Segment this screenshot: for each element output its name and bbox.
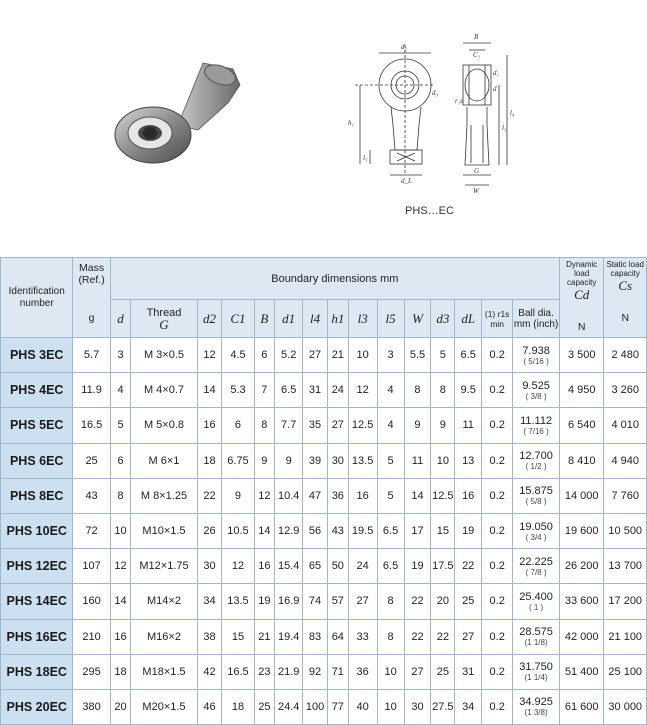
ball-diameter: 31.750 — [519, 661, 553, 674]
cell-d3: 5 — [431, 338, 455, 373]
cell-h1: 77 — [327, 689, 348, 724]
cell-l4: 100 — [303, 689, 328, 724]
cell-l4: 39 — [303, 443, 328, 478]
cell-l5: 8 — [377, 584, 404, 619]
cell-w: 9 — [404, 408, 431, 443]
cell-cs: 3 260 — [604, 373, 647, 408]
header-boundary-dimensions: Boundary dimensions mm — [110, 258, 559, 300]
cell-d: 3 — [110, 338, 131, 373]
cell-r: 0.2 — [482, 443, 513, 478]
cell-l4: 35 — [303, 408, 328, 443]
svg-text:d₃: d₃ — [432, 89, 438, 97]
cell-w: 5.5 — [404, 338, 431, 373]
cell-l5: 10 — [377, 654, 404, 689]
ball-inch: ( 7/16 ) — [523, 426, 549, 436]
header-w: W — [404, 300, 431, 338]
cell-w: 17 — [404, 513, 431, 548]
header-d1: d1 — [275, 300, 303, 338]
svg-text:l₃: l₃ — [502, 124, 507, 132]
cell-mass: 16.5 — [73, 408, 110, 443]
cell-r: 0.2 — [482, 584, 513, 619]
ball-inch: (1 1/4) — [524, 673, 548, 683]
cell-mass: 380 — [73, 689, 110, 724]
cell-l3: 36 — [348, 654, 377, 689]
cell-d3: 17.5 — [431, 549, 455, 584]
cell-l4: 83 — [303, 619, 328, 654]
cell-b: 14 — [254, 513, 275, 548]
cell-id: PHS 10EC — [1, 513, 73, 548]
cell-mass: 5.7 — [73, 338, 110, 373]
cell-thread: M 4×0.7 — [131, 373, 197, 408]
cell-w: 30 — [404, 689, 431, 724]
cell-ball — [513, 513, 560, 548]
cell-cd: 8 410 — [559, 443, 604, 478]
cell-d1: 15.4 — [275, 549, 303, 584]
table-row — [1, 513, 647, 548]
cell-l5: 3 — [377, 338, 404, 373]
cell-b: 23 — [254, 654, 275, 689]
cell-d: 4 — [110, 373, 131, 408]
technical-drawing — [335, 25, 535, 205]
cell-l4: 74 — [303, 584, 328, 619]
svg-text:d₁: d₁ — [493, 69, 499, 77]
cell-l3: 24 — [348, 549, 377, 584]
cell-d2: 18 — [197, 443, 222, 478]
header-thread: Thread G — [131, 300, 197, 338]
header-b: B — [254, 300, 275, 338]
header-d2: d2 — [197, 300, 222, 338]
cell-ball — [513, 443, 560, 478]
cell-d2: 26 — [197, 513, 222, 548]
svg-text:r₁s: r₁s — [455, 97, 463, 105]
cell-r: 0.2 — [482, 689, 513, 724]
table-row — [1, 478, 647, 513]
cell-l3: 33 — [348, 619, 377, 654]
cell-h1: 43 — [327, 513, 348, 548]
cell-r: 0.2 — [482, 408, 513, 443]
cell-cd: 19 600 — [559, 513, 604, 548]
figure-area — [0, 0, 647, 255]
cell-r: 0.2 — [482, 478, 513, 513]
cell-ball — [513, 373, 560, 408]
header-d: d — [110, 300, 131, 338]
ball-diameter: 9.525 — [522, 379, 550, 392]
cell-l5: 6.5 — [377, 513, 404, 548]
cell-id: PHS 8EC — [1, 478, 73, 513]
cell-dl: 6.5 — [455, 338, 482, 373]
cell-id: PHS 18EC — [1, 654, 73, 689]
cell-cs: 30 000 — [604, 689, 647, 724]
cell-w: 27 — [404, 654, 431, 689]
header-h1: h1 — [327, 300, 348, 338]
cell-l3: 12.5 — [348, 408, 377, 443]
cell-c1: 6 — [222, 408, 254, 443]
cell-d: 8 — [110, 478, 131, 513]
svg-text:C₁: C₁ — [473, 51, 481, 59]
ball-diameter: 12.700 — [519, 450, 553, 463]
table-row — [1, 584, 647, 619]
table-row — [1, 408, 647, 443]
header-static-load: Static load capacity Cs N — [604, 258, 647, 338]
cell-d2: 22 — [197, 478, 222, 513]
header-dl: dL — [455, 300, 482, 338]
header-dynamic-load: Dynamic load capacity Cd N — [559, 258, 604, 338]
cell-id: PHS 12EC — [1, 549, 73, 584]
header-l5: l5 — [377, 300, 404, 338]
cell-cd: 26 200 — [559, 549, 604, 584]
svg-text:d_L: d_L — [401, 177, 412, 185]
cell-l3: 10 — [348, 338, 377, 373]
cell-d2: 46 — [197, 689, 222, 724]
cell-c1: 15 — [222, 619, 254, 654]
cell-l3: 19.5 — [348, 513, 377, 548]
cell-mass: 210 — [73, 619, 110, 654]
cell-d2: 34 — [197, 584, 222, 619]
svg-text:W: W — [473, 187, 479, 195]
cell-l5: 4 — [377, 373, 404, 408]
cell-dl: 11 — [455, 408, 482, 443]
cell-thread: M12×1.75 — [131, 549, 197, 584]
cell-cd: 6 540 — [559, 408, 604, 443]
cell-ball — [513, 654, 560, 689]
svg-text:h₁: h₁ — [348, 119, 354, 127]
cell-d1: 9 — [275, 443, 303, 478]
cell-d1: 16.9 — [275, 584, 303, 619]
cell-id: PHS 4EC — [1, 373, 73, 408]
ball-diameter: 34.925 — [519, 696, 553, 709]
cell-cs: 21 100 — [604, 619, 647, 654]
cell-r: 0.2 — [482, 338, 513, 373]
ball-diameter: 19.050 — [519, 520, 553, 533]
cell-d1: 7.7 — [275, 408, 303, 443]
ball-inch: ( 5/8 ) — [525, 497, 547, 507]
cell-dl: 34 — [455, 689, 482, 724]
ball-diameter: 15.875 — [519, 485, 553, 498]
cell-d1: 6.5 — [275, 373, 303, 408]
cell-r: 0.2 — [482, 373, 513, 408]
cell-dl: 31 — [455, 654, 482, 689]
cell-thread: M 6×1 — [131, 443, 197, 478]
svg-text:l₅: l₅ — [363, 154, 368, 162]
svg-text:B: B — [474, 33, 479, 41]
cell-b: 9 — [254, 443, 275, 478]
cell-d2: 14 — [197, 373, 222, 408]
cell-thread: M16×2 — [131, 619, 197, 654]
cell-l5: 4 — [377, 408, 404, 443]
cell-cd: 33 600 — [559, 584, 604, 619]
cell-h1: 30 — [327, 443, 348, 478]
cell-d: 16 — [110, 619, 131, 654]
cell-l5: 8 — [377, 619, 404, 654]
cell-d3: 25 — [431, 654, 455, 689]
cell-ball — [513, 408, 560, 443]
cell-c1: 10.5 — [222, 513, 254, 548]
cell-d1: 19.4 — [275, 619, 303, 654]
cell-d3: 20 — [431, 584, 455, 619]
cell-mass: 107 — [73, 549, 110, 584]
cell-thread: M 5×0.8 — [131, 408, 197, 443]
cell-h1: 21 — [327, 338, 348, 373]
cell-thread: M18×1.5 — [131, 654, 197, 689]
cell-c1: 4.5 — [222, 338, 254, 373]
cell-b: 7 — [254, 373, 275, 408]
cell-l5: 10 — [377, 689, 404, 724]
cell-l4: 47 — [303, 478, 328, 513]
ball-inch: ( 1 ) — [528, 602, 544, 612]
cell-d3: 8 — [431, 373, 455, 408]
header-d3: d3 — [431, 300, 455, 338]
cell-d3: 10 — [431, 443, 455, 478]
table-row — [1, 443, 647, 478]
cell-cd: 3 500 — [559, 338, 604, 373]
cell-ball — [513, 478, 560, 513]
cell-l3: 16 — [348, 478, 377, 513]
cell-l5: 5 — [377, 443, 404, 478]
cell-id: PHS 20EC — [1, 689, 73, 724]
cell-r: 0.2 — [482, 513, 513, 548]
cell-d1: 21.9 — [275, 654, 303, 689]
ball-inch: ( 1/2 ) — [525, 462, 547, 472]
header-ball: Ball dia. mm (inch) — [513, 300, 560, 338]
header-l3: l3 — [348, 300, 377, 338]
cell-h1: 57 — [327, 584, 348, 619]
ball-diameter: 7.938 — [522, 344, 550, 357]
cell-d: 10 — [110, 513, 131, 548]
cell-mass: 43 — [73, 478, 110, 513]
cell-mass: 160 — [73, 584, 110, 619]
header-identification: Identification number — [1, 258, 73, 338]
cell-r: 0.2 — [482, 549, 513, 584]
svg-text:d₂: d₂ — [401, 43, 407, 51]
cell-l3: 40 — [348, 689, 377, 724]
cell-r: 0.2 — [482, 654, 513, 689]
table-row — [1, 549, 647, 584]
cell-d3: 22 — [431, 619, 455, 654]
cell-mass: 11.9 — [73, 373, 110, 408]
cell-c1: 9 — [222, 478, 254, 513]
cell-d: 12 — [110, 549, 131, 584]
cell-d1: 5.2 — [275, 338, 303, 373]
cell-cs: 25 100 — [604, 654, 647, 689]
ball-inch: ( 7/8 ) — [525, 567, 547, 577]
cell-l5: 6.5 — [377, 549, 404, 584]
cell-l4: 56 — [303, 513, 328, 548]
cell-ball — [513, 549, 560, 584]
cell-h1: 24 — [327, 373, 348, 408]
cell-cs: 2 480 — [604, 338, 647, 373]
cell-l3: 12 — [348, 373, 377, 408]
cell-id: PHS 16EC — [1, 619, 73, 654]
cell-d3: 9 — [431, 408, 455, 443]
cell-d: 14 — [110, 584, 131, 619]
cell-ball — [513, 584, 560, 619]
cell-thread: M14×2 — [131, 584, 197, 619]
cell-ball — [513, 338, 560, 373]
cell-dl: 25 — [455, 584, 482, 619]
cell-b: 19 — [254, 584, 275, 619]
cell-w: 8 — [404, 373, 431, 408]
cell-cd: 4 950 — [559, 373, 604, 408]
cell-h1: 64 — [327, 619, 348, 654]
cell-cs: 17 200 — [604, 584, 647, 619]
cell-id: PHS 5EC — [1, 408, 73, 443]
cell-c1: 6.75 — [222, 443, 254, 478]
cell-d2: 42 — [197, 654, 222, 689]
cell-c1: 5.3 — [222, 373, 254, 408]
cell-d2: 30 — [197, 549, 222, 584]
cell-d1: 12.9 — [275, 513, 303, 548]
cell-l4: 92 — [303, 654, 328, 689]
ball-diameter: 25.400 — [519, 590, 553, 603]
cell-c1: 18 — [222, 689, 254, 724]
cell-dl: 19 — [455, 513, 482, 548]
cell-c1: 12 — [222, 549, 254, 584]
ball-inch: ( 5/16 ) — [523, 356, 549, 366]
cell-thread: M10×1.5 — [131, 513, 197, 548]
cell-h1: 50 — [327, 549, 348, 584]
cell-dl: 13 — [455, 443, 482, 478]
cell-b: 25 — [254, 689, 275, 724]
cell-mass: 25 — [73, 443, 110, 478]
cell-w: 22 — [404, 584, 431, 619]
cell-thread: M 8×1.25 — [131, 478, 197, 513]
cell-h1: 27 — [327, 408, 348, 443]
cell-cs: 7 760 — [604, 478, 647, 513]
ball-diameter: 28.575 — [519, 626, 553, 639]
cell-id: PHS 6EC — [1, 443, 73, 478]
cell-d3: 15 — [431, 513, 455, 548]
header-mass: Mass (Ref.) g — [73, 258, 110, 338]
ball-inch: (1 1/8) — [524, 638, 548, 648]
cell-b: 16 — [254, 549, 275, 584]
cell-b: 21 — [254, 619, 275, 654]
header-r1s: (1) r1s min — [482, 300, 513, 338]
ball-inch: ( 3/8 ) — [525, 391, 547, 401]
cell-thread: M20×1.5 — [131, 689, 197, 724]
cell-d: 20 — [110, 689, 131, 724]
cell-w: 19 — [404, 549, 431, 584]
cell-r: 0.2 — [482, 619, 513, 654]
cell-cs: 4 940 — [604, 443, 647, 478]
cell-b: 8 — [254, 408, 275, 443]
cell-h1: 36 — [327, 478, 348, 513]
cell-d: 6 — [110, 443, 131, 478]
cell-l5: 5 — [377, 478, 404, 513]
cell-w: 11 — [404, 443, 431, 478]
cell-d3: 12.5 — [431, 478, 455, 513]
cell-l3: 27 — [348, 584, 377, 619]
header-l4: l4 — [303, 300, 328, 338]
cell-cs: 13 700 — [604, 549, 647, 584]
cell-d2: 12 — [197, 338, 222, 373]
figure-caption: PHS…EC — [405, 205, 454, 217]
cell-w: 14 — [404, 478, 431, 513]
cell-cd: 14 000 — [559, 478, 604, 513]
cell-d1: 10.4 — [275, 478, 303, 513]
cell-d2: 16 — [197, 408, 222, 443]
cell-w: 22 — [404, 619, 431, 654]
cell-dl: 22 — [455, 549, 482, 584]
cell-b: 6 — [254, 338, 275, 373]
ball-diameter: 11.112 — [520, 414, 553, 427]
cell-d3: 27.5 — [431, 689, 455, 724]
spec-table-body — [1, 338, 647, 725]
cell-ball — [513, 689, 560, 724]
cell-b: 12 — [254, 478, 275, 513]
table-row — [1, 654, 647, 689]
svg-text:G: G — [474, 167, 480, 175]
cell-d1: 24.4 — [275, 689, 303, 724]
cell-l3: 13.5 — [348, 443, 377, 478]
ball-inch: ( 3/4 ) — [525, 532, 547, 542]
cell-ball — [513, 619, 560, 654]
cell-cd: 42 000 — [559, 619, 604, 654]
cell-l4: 31 — [303, 373, 328, 408]
ball-diameter: 22.225 — [519, 555, 553, 568]
cell-cs: 10 500 — [604, 513, 647, 548]
cell-id: PHS 3EC — [1, 338, 73, 373]
cell-thread: M 3×0.5 — [131, 338, 197, 373]
cell-c1: 16.5 — [222, 654, 254, 689]
cell-d2: 38 — [197, 619, 222, 654]
cell-l4: 65 — [303, 549, 328, 584]
cell-dl: 16 — [455, 478, 482, 513]
spec-table — [0, 257, 647, 725]
cell-d: 18 — [110, 654, 131, 689]
cell-cd: 61 600 — [559, 689, 604, 724]
table-row — [1, 619, 647, 654]
svg-text:d: d — [493, 85, 497, 93]
cell-mass: 295 — [73, 654, 110, 689]
cell-dl: 9.5 — [455, 373, 482, 408]
table-row — [1, 689, 647, 724]
cell-cd: 51 400 — [559, 654, 604, 689]
cell-cs: 4 010 — [604, 408, 647, 443]
cell-d: 5 — [110, 408, 131, 443]
cell-h1: 71 — [327, 654, 348, 689]
cell-l4: 27 — [303, 338, 328, 373]
header-c1: C1 — [222, 300, 254, 338]
table-row — [1, 373, 647, 408]
cell-dl: 27 — [455, 619, 482, 654]
cell-id: PHS 14EC — [1, 584, 73, 619]
ball-inch: (1 3/8) — [524, 708, 548, 718]
cell-mass: 72 — [73, 513, 110, 548]
table-row — [1, 338, 647, 373]
svg-text:l₄: l₄ — [510, 109, 515, 117]
cell-c1: 13.5 — [222, 584, 254, 619]
rod-end-photo — [108, 55, 258, 185]
